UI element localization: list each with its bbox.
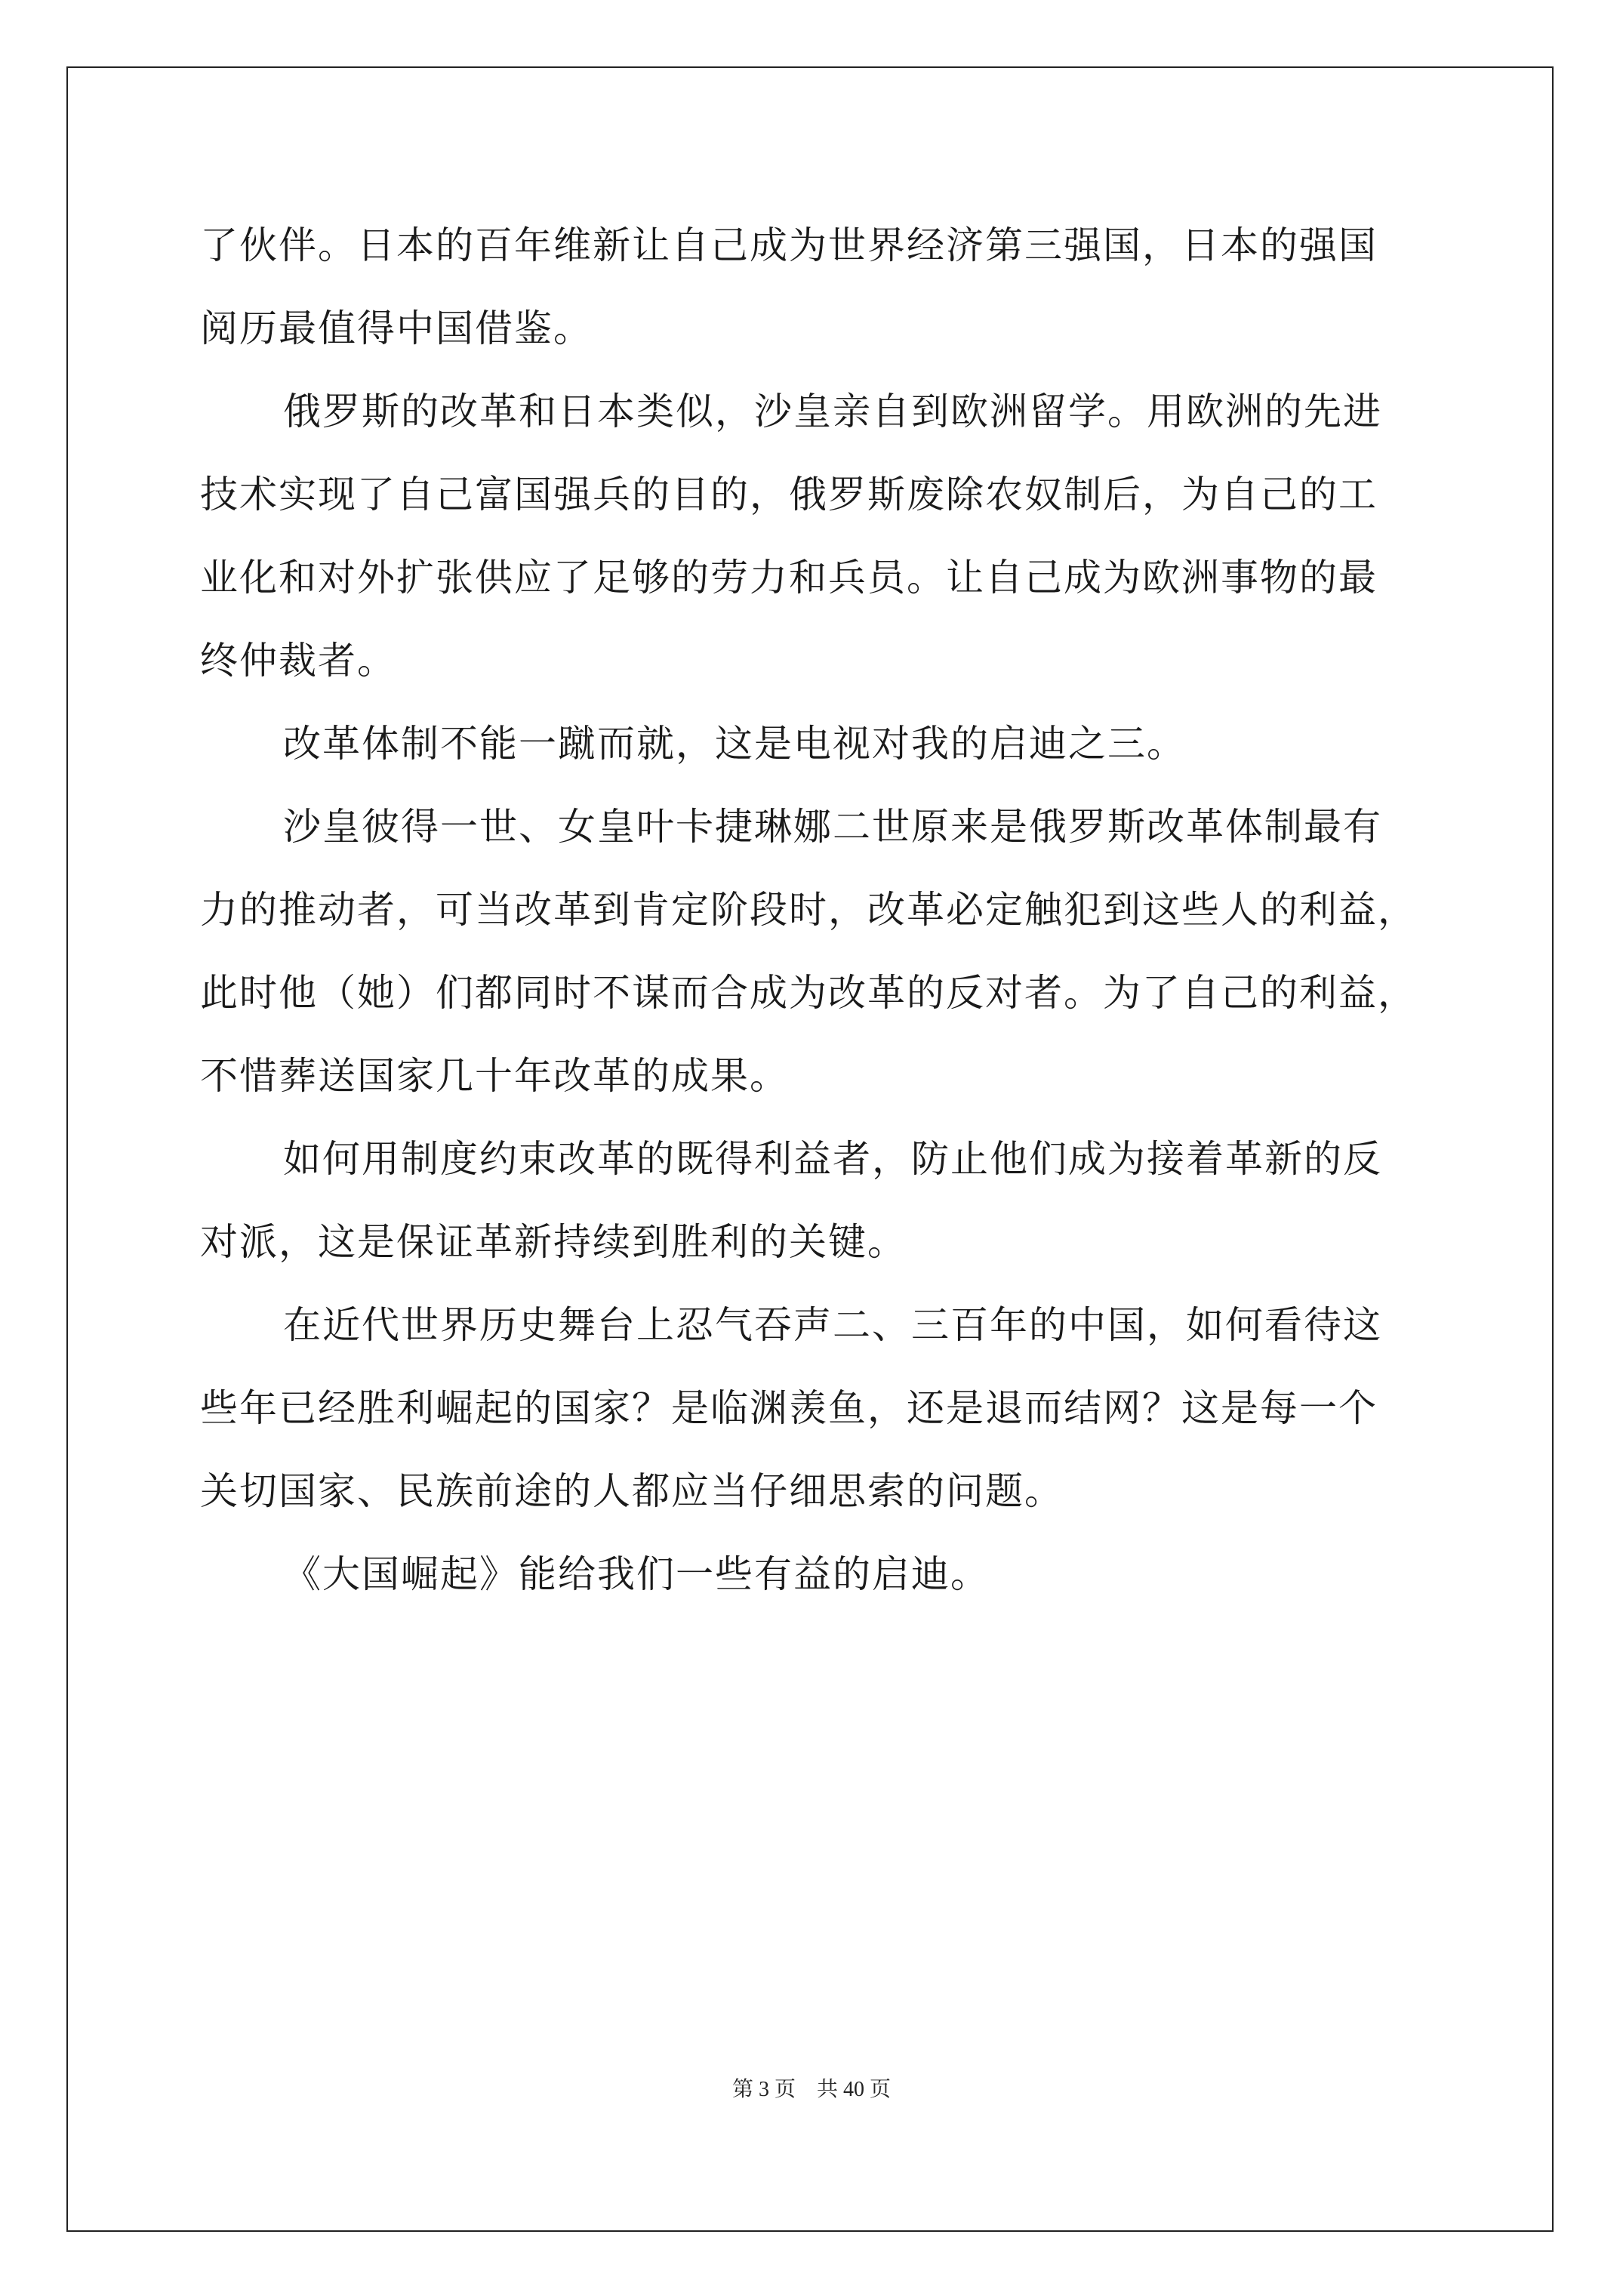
- text-line: 阅历最值得中国借鉴。: [200, 307, 593, 350]
- paragraph-start: 沙皇彼得一世、女皇叶卡捷琳娜二世原来是俄罗斯改革体制最有: [283, 805, 1382, 849]
- paragraph-start: 改革体制不能一蹴而就，这是电视对我的启迪之三。: [283, 722, 1186, 766]
- text-line: 些年已经胜利崛起的国家？是临渊羡鱼，还是退而结网？这是每一个: [200, 1386, 1378, 1430]
- text-line: 了伙伴。日本的百年维新让自己成为世界经济第三强国，日本的强国: [200, 223, 1378, 267]
- paragraph-start: 在近代世界历史舞台上忍气吞声二、三百年的中国，如何看待这: [283, 1303, 1382, 1347]
- document-body: [200, 204, 1438, 1616]
- text-line: 业化和对外扩张供应了足够的劳力和兵员。让自己成为欧洲事物的最: [200, 556, 1378, 599]
- paragraph-start: 如何用制度约束改革的既得利益者，防止他们成为接着革新的反: [283, 1137, 1382, 1181]
- paragraph-start: 《大国崛起》能给我们一些有益的启迪。: [283, 1552, 990, 1596]
- text-line: 不惜葬送国家几十年改革的成果。: [200, 1054, 789, 1098]
- text-line: 此时他（她）们都同时不谋而合成为改革的反对者。为了自己的利益，: [200, 971, 1417, 1015]
- text-line: 对派，这是保证革新持续到胜利的关键。: [200, 1220, 907, 1264]
- text-line: 技术实现了自己富国强兵的目的，俄罗斯废除农奴制后，为自己的工: [200, 473, 1378, 516]
- text-line: 终仲裁者。: [200, 639, 396, 683]
- text-line: 力的推动者，可当改革到肯定阶段时，改革必定触犯到这些人的利益，: [200, 888, 1417, 932]
- page-number: 第 3 页 共 40 页: [731, 2078, 891, 2101]
- paragraph-start: 俄罗斯的改革和日本类似，沙皇亲自到欧洲留学。用欧洲的先进: [283, 390, 1382, 433]
- text-line: 关切国家、民族前途的人都应当仔细思索的问题。: [200, 1469, 1064, 1513]
